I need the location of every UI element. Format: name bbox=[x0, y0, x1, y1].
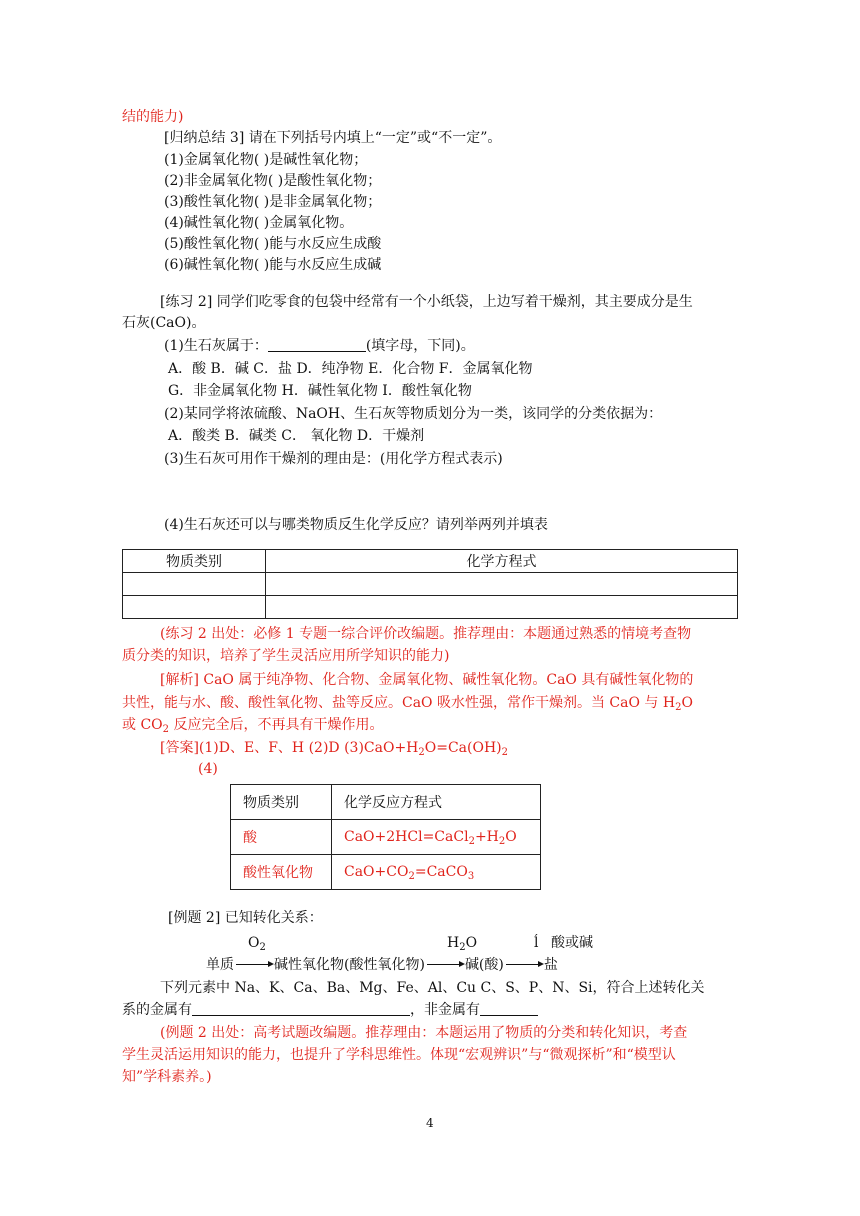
analysis-text: 共性，能与水、酸、酸性氧化物、盐等反应。CaO 吸水性强，常作干燥剂。当 CaO 与 H bbox=[122, 695, 676, 711]
text-line: [例题 2] 已知转化关系： bbox=[168, 910, 323, 926]
option-line: G．非金属氧化物 H．碱性氧化物 I．酸性氧化物 bbox=[168, 383, 472, 399]
text-line bbox=[122, 1000, 538, 1020]
table-header-cell: 化学方程式 bbox=[266, 550, 738, 573]
text-line: (4)碱性氧化物( )金属氧化物。 bbox=[164, 215, 354, 231]
question-text: 系的金属有 bbox=[122, 1002, 192, 1018]
conversion-chain bbox=[206, 955, 558, 975]
text-line: 结的能力) bbox=[122, 109, 184, 125]
answer-table bbox=[230, 784, 541, 890]
table-cell bbox=[266, 596, 738, 619]
option-line: A．酸类 B．碱类 C． 氧化物 D．干燥剂 bbox=[168, 428, 425, 444]
subscript: 2 bbox=[501, 747, 509, 758]
table-cell bbox=[332, 855, 541, 890]
answer-text: [答案](1)D、E、F、H (2)D (3)CaO+H bbox=[160, 740, 419, 756]
analysis-text bbox=[122, 693, 693, 713]
question-text: (填字母，下同)。 bbox=[365, 338, 475, 354]
text-line: (2)非金属氧化物( )是酸性氧化物； bbox=[164, 173, 382, 189]
table-header-cell: 物质类别 bbox=[123, 550, 266, 573]
option-line: A．酸 B．碱 C．盐 D．纯净物 E．化合物 F．金属氧化物 bbox=[168, 361, 533, 377]
reagent-mark: ĺ bbox=[534, 935, 539, 951]
reagent-label: H bbox=[447, 935, 460, 951]
question-text: ，非金属有 bbox=[410, 1002, 480, 1018]
source-note: 学生灵活运用知识的能力，也提升了学科思维性。体现“宏观辨识”与“微观探析”和“模型认 bbox=[122, 1047, 676, 1063]
formula-text: +H bbox=[474, 829, 499, 845]
analysis-text bbox=[122, 715, 383, 735]
chain-node: 碱性氧化物(酸性氧化物) bbox=[274, 957, 425, 973]
analysis-text: 或 CO bbox=[122, 717, 163, 733]
subscript: 2 bbox=[675, 702, 682, 713]
source-note: (练习 2 出处：必修 1 专题一综合评价改编题。推荐理由：本题通过熟悉的情境考查物 bbox=[160, 626, 692, 642]
formula-text: O bbox=[505, 829, 517, 845]
text-line: (4)生石灰还可以与哪类物质反生化学反应？请列举两列并填表 bbox=[164, 517, 548, 533]
text-line: 石灰(CaO)。 bbox=[122, 315, 206, 331]
subscript: 2 bbox=[259, 942, 266, 953]
chain-node: 碱(酸) bbox=[464, 957, 504, 973]
formula-text: =CaCO bbox=[414, 864, 468, 880]
table-header-cell: 化学反应方程式 bbox=[332, 785, 541, 820]
table-cell: 酸性氧化物 bbox=[231, 855, 332, 890]
table-cell bbox=[123, 573, 266, 596]
table-cell bbox=[123, 596, 266, 619]
reagent-label bbox=[447, 933, 477, 953]
subscript: 2 bbox=[408, 871, 415, 882]
analysis-text: [解析] CaO 属于纯净物、化合物、金属氧化物、碱性氧化物。CaO 具有碱性氧化物的 bbox=[160, 672, 694, 688]
arrow-right-icon bbox=[236, 964, 272, 965]
formula-text: CaO+CO bbox=[344, 864, 409, 880]
text-line: (1)金属氧化物( )是碱性氧化物； bbox=[164, 152, 368, 168]
question-text: (1)生石灰属于： bbox=[164, 338, 268, 354]
formula-text: CaO+2HCl=CaCl bbox=[344, 829, 469, 845]
table-cell: 酸 bbox=[231, 820, 332, 855]
subscript: 2 bbox=[468, 836, 475, 847]
arrow-right-icon bbox=[506, 964, 542, 965]
answer-table bbox=[122, 549, 738, 619]
reagent-label: O bbox=[248, 935, 260, 951]
text-line: (3)生石灰可用作干燥剂的理由是：(用化学方程式表示) bbox=[164, 451, 503, 467]
source-note: 知”学科素养。) bbox=[122, 1069, 212, 1085]
chain-node: 单质 bbox=[206, 957, 234, 973]
table-cell bbox=[332, 820, 541, 855]
reagent-label: O bbox=[465, 935, 478, 951]
analysis-text: 反应完全后，不再具有干燥作用。 bbox=[169, 717, 384, 733]
text-line: 下列元素中 Na、K、Ca、Ba、Mg、Fe、Al、Cu C、S、P、N、Si，符合上述转化关 bbox=[160, 980, 705, 996]
source-note: 质分类的知识，培养了学生灵活应用所学知识的能力) bbox=[122, 648, 450, 664]
text-line: (3)酸性氧化物( )是非金属氧化物； bbox=[164, 194, 382, 210]
answer-blank bbox=[268, 337, 366, 352]
table-cell bbox=[266, 573, 738, 596]
subscript: 2 bbox=[418, 747, 425, 758]
answer-blank bbox=[192, 1001, 410, 1016]
answer-text bbox=[160, 738, 508, 758]
chain-node: 盐 bbox=[543, 957, 558, 973]
text-line: [练习 2] 同学们吃零食的包袋中经常有一个小纸袋，上边写着干燥剂，其主要成分是生 bbox=[160, 294, 693, 310]
reagent-label: 酸或碱 bbox=[551, 935, 593, 951]
source-note: (例题 2 出处：高考试题改编题。推荐理由：本题运用了物质的分类和转化知识，考查 bbox=[160, 1025, 688, 1041]
subscript: 3 bbox=[467, 871, 475, 882]
answer-text: O=Ca(OH) bbox=[424, 740, 502, 756]
text-line: (2)某同学将浓硫酸、NaOH、生石灰等物质划分为一类，该同学的分类依据为： bbox=[164, 406, 663, 422]
text-line: (6)碱性氧化物( )能与水反应生成碱 bbox=[164, 257, 382, 273]
subscript: 2 bbox=[162, 724, 170, 735]
subscript: 2 bbox=[498, 836, 506, 847]
answer-text: (4) bbox=[198, 761, 218, 777]
arrow-right-icon bbox=[427, 964, 463, 965]
page-number: 4 bbox=[426, 1116, 434, 1130]
subscript: 2 bbox=[459, 942, 466, 953]
text-line bbox=[164, 336, 475, 356]
reagent-label bbox=[248, 933, 266, 953]
text-line: [归纳总结 3] 请在下列括号内填上“一定”或“不一定”。 bbox=[164, 130, 502, 146]
table-header-cell: 物质类别 bbox=[231, 785, 332, 820]
analysis-text: O bbox=[681, 695, 693, 711]
answer-blank bbox=[480, 1001, 538, 1016]
text-line: (5)酸性氧化物( )能与水反应生成酸 bbox=[164, 236, 382, 252]
